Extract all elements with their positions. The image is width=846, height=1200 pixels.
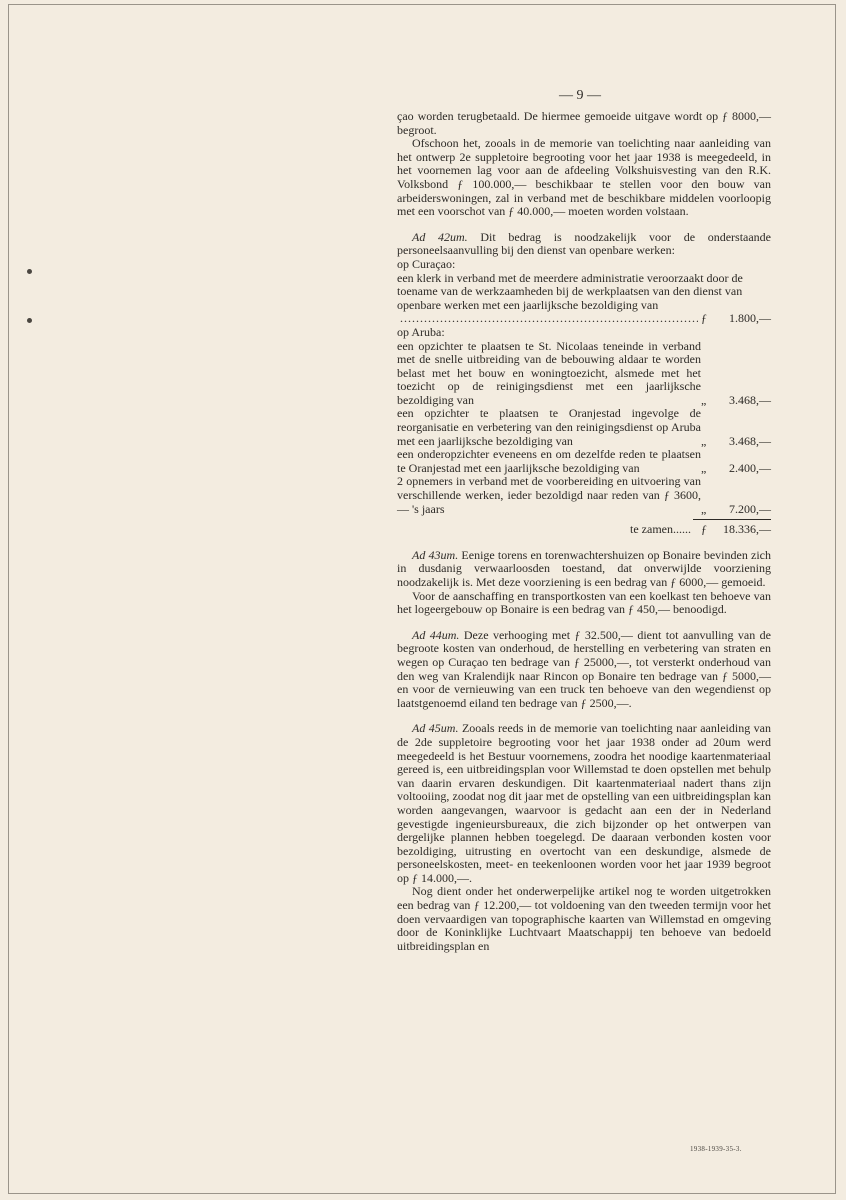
- punch-hole: [27, 318, 32, 323]
- ad42-text: Dit bedrag is noodzakelijk voor de onderstaande personeelsaanvulling bij den dienst van openbare werken:: [397, 229, 772, 258]
- currency-sign: „: [701, 433, 707, 448]
- ad44-text: Deze verhooging met ƒ 32.500,— dient tot aanvulling van de begroote kosten van onderhoud, de herstelling en verbetering van straten en wegen op Curaçao ten bedrage van ƒ 25000,—, tot versterkt onderhoud van den weg van Kralendijk naar Rincon op Bonaire ten bedrage van ƒ 5000,— en voor de vernieuwing van een truck ten behoeve van den wegendienst op laatstgenoemd eiland ten bedrage van ƒ 2500,—.: [397, 627, 772, 710]
- amount: 2.400,—: [729, 460, 771, 475]
- ad45-paragraph-2: Nog dient onder het onderwerpelijke artikel nog te worden uitgetrokken een bedrag van ƒ 12.200,— tot voldoening van den tweeden termijn voor het doen vervaardigen van topographische kaarten van Willemstad en omgeving door de Koninklijke Luchtvaart Maatschappij ten behoeve van bedoeld uitbreidingsplan en: [397, 884, 771, 953]
- ad44-paragraph: [397, 629, 771, 711]
- currency-sign: ƒ: [701, 311, 707, 326]
- currency-sign: „: [701, 460, 707, 475]
- ad42-total-row: [397, 523, 771, 537]
- currency-sign: ƒ: [701, 522, 707, 537]
- intro-paragraph-1: çao worden terugbetaald. De hiermee gemoeide uitgave wordt op ƒ 8000,— begroot.: [397, 109, 771, 137]
- ad43-paragraph: [397, 549, 771, 590]
- currency-sign: „: [701, 392, 707, 407]
- punch-hole: [27, 269, 32, 274]
- ad42-aruba-heading: op Aruba:: [397, 324, 445, 339]
- page-number: — 9 —: [559, 88, 601, 103]
- ad42-paragraph: [397, 231, 771, 258]
- total-label: te zamen......: [630, 522, 691, 537]
- document-body: [397, 110, 771, 953]
- ad42-aruba-item-3: een onderopzichter eveneens en om dezelfde reden te plaatsen te Oranjestad met een jaarlijksche bezoldiging van „ 2.400,—: [397, 447, 771, 475]
- ad42-aruba-item-1: een opzichter te plaatsen te St. Nicolaas teneinde in verband met de snelle uitbreiding van de bebouwing aldaar te worden belast met het bouw en woningtoezicht, alsmede met het toezicht op de reinigingsdienst met een jaarlijksche bezoldiging van „ 3.468,—: [397, 338, 771, 407]
- ad42-curacao-item-amount-row: [397, 312, 771, 326]
- amount: 1.800,—: [729, 311, 771, 326]
- amount: 3.468,—: [729, 433, 771, 448]
- ad44-label: Ad 44um.: [412, 627, 460, 642]
- ad42-curacao-heading: op Curaçao:: [397, 256, 456, 271]
- sum-rule: [693, 519, 771, 520]
- ad43-text: Eenige torens en torenwachtershuizen op Bonaire bevinden zich in dusdanig verwaarloosden toestand, dat onverwijlde voorziening noodzakelijk is. Met deze voorziening is een bedrag van ƒ 6000,— gemoeid.: [397, 547, 772, 589]
- ad42-aruba-item-4: 2 opnemers in verband met de voorbereiding en uitvoering van verschillende werken, ieder bezoldigd naar reden van ƒ 3600,— 's jaars „ 7.200,—: [397, 474, 771, 516]
- intro-paragraph-2: Ofschoon het, zooals in de memorie van toelichting naar aanleiding van het ontwerp 2e suppletoire begrooting voor het jaar 1938 is meegedeeld, in het voornemen lag voor aan de afdeeling Volkshuisvesting van den R.K. Volksbond ƒ 100.000,— beschikbaar te stellen voor den bouw van arbeiderswoningen, zal in verband met de beschikbare middelen voorloopig met een voorschot van ƒ 40.000,— moeten worden volstaan.: [397, 136, 771, 219]
- ad42-label: Ad 42um.: [412, 229, 468, 244]
- ad45-label: Ad 45um.: [412, 721, 459, 736]
- document-code: 1938-1939-35-3.: [690, 1145, 742, 1153]
- amount: 3.468,—: [729, 392, 771, 407]
- ad45-paragraph: [397, 722, 771, 885]
- ad42-curacao-item-text: een klerk in verband met de meerdere administratie veroorzaakt door de toename van de werkzaamheden bij de werkplaatsen van den dienst van openbare werken met een jaarlijksche bezoldiging van: [397, 270, 743, 312]
- ad43-label: Ad 43um.: [412, 547, 459, 562]
- amount: 7.200,—: [729, 501, 771, 516]
- ad45-text: Zooals reeds in de memorie van toelichting naar aanleiding van de 2de suppletoire begrooting voor het jaar 1938 onder ad 20um werd meegedeeld is het Bestuur voornemens, zoodra het noodige kaartenmateriaal gereed is, een uitbreidingsplan voor Willemstad te doen opstellen met behulp van daarin ervaren deskundigen. Dit kaartenmateriaal nadert thans zijn voltooiing, zoodat nog dit jaar met de opstelling van een uitbreidingsplan kan worden aangevangen, waarvoor is gedacht aan een der in Nederland gevestigde ingenieursbureaux, die zich bijzonder op het ontwerpen van dergelijke plannen hebben toegelegd. De daaraan verbonden kosten voor bezoldiging, uitrusting en overtocht van een deskundige, alsmede de personeelskosten, meet- en teekenloonen worden voor het jaar 1939 begroot op ƒ 14.000,—.: [397, 721, 771, 885]
- currency-sign: „: [701, 501, 707, 516]
- ad42-aruba-item-2: een opzichter te plaatsen te Oranjestad ingevolge de reorganisatie en verbetering van den reinigingsdienst op Aruba met een jaarlijksche bezoldiging van „ 3.468,—: [397, 406, 771, 448]
- ad43-paragraph-2: Voor de aanschaffing en transportkosten van een koelkast ten behoeve van het logeergebouw op Bonaire is een bedrag van ƒ 450,— benoodigd.: [397, 588, 771, 617]
- total-amount: 18.336,—: [723, 522, 771, 537]
